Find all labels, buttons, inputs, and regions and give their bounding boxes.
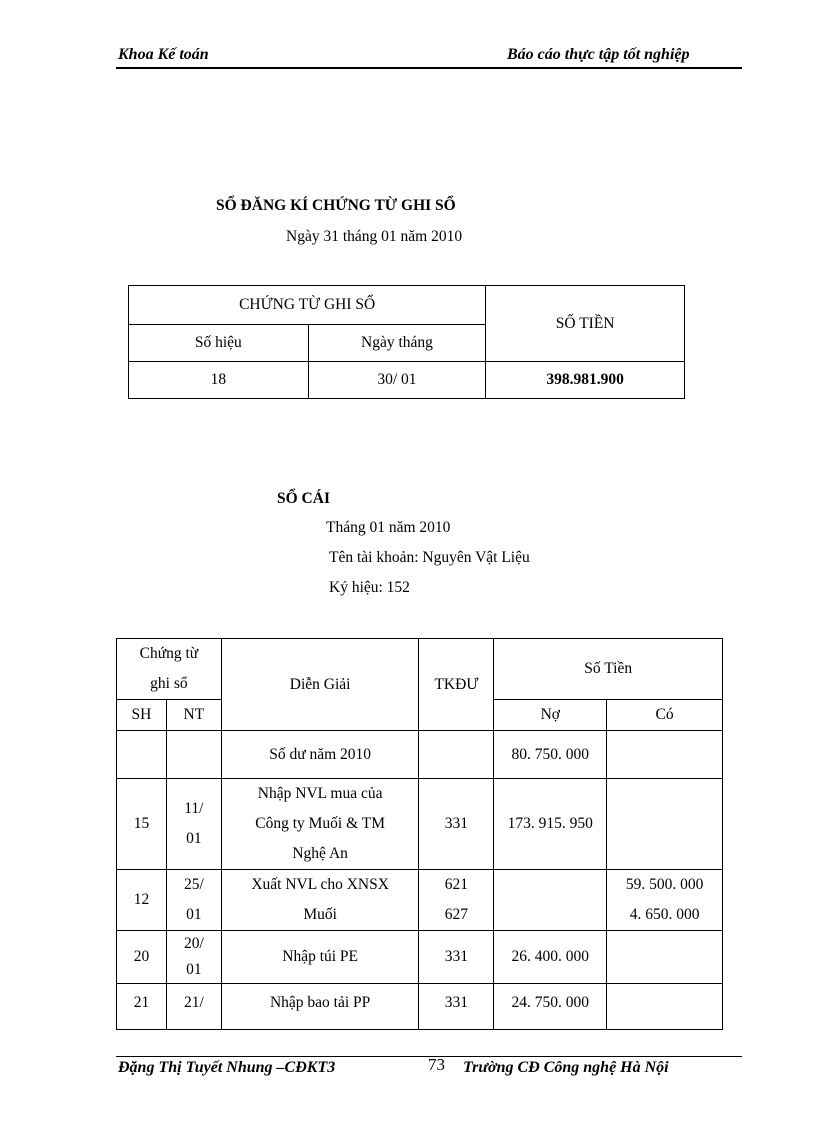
ledger-cell-desc-line: Nghệ An	[292, 845, 348, 862]
header-right: Báo cáo thực tập tốt nghiệp	[507, 46, 690, 63]
ledger-col-credit: Có	[607, 700, 723, 731]
ledger-cell-tk: 331	[419, 984, 494, 1030]
ledger-month: Tháng 01 năm 2010	[326, 519, 451, 536]
ledger-cell-tk	[419, 870, 494, 931]
ledger-cell-desc-line: Nhập NVL mua của	[257, 785, 383, 802]
ledger-cell-tk-line: 627	[444, 906, 469, 923]
ledger-col-description: Diễn Giải	[221, 639, 419, 731]
ledger-cell-nt-line: 20/	[183, 935, 204, 952]
ledger-cell-desc	[221, 870, 419, 931]
ledger-cell-nt-line: 01	[186, 830, 202, 847]
ledger-cell-tk-line: 621	[444, 876, 469, 893]
register-table	[128, 285, 685, 399]
header-rule	[116, 67, 742, 69]
ledger-cell-tk	[419, 731, 494, 779]
ledger-col-voucher-line1: Chứng từ	[139, 645, 199, 662]
register-col-date: Ngày tháng	[308, 325, 486, 362]
table-row	[117, 731, 723, 779]
ledger-cell-nt-line: 11/	[184, 800, 204, 817]
ledger-cell-credit	[607, 731, 723, 779]
ledger-cell-credit-line: 4. 650. 000	[629, 906, 700, 923]
table-row	[117, 870, 723, 931]
table-row	[117, 931, 723, 984]
ledger-cell-debit: 24. 750. 000	[494, 984, 607, 1030]
ledger-cell-desc: Nhập bao tải PP	[221, 984, 419, 1030]
ledger-cell-desc-line: Xuất NVL cho XNSX	[251, 876, 389, 893]
register-cell-number: 18	[129, 362, 309, 399]
ledger-cell-nt: 21/	[166, 984, 221, 1030]
footer-right: Trường CĐ Công nghệ Hà Nội	[463, 1059, 669, 1076]
ledger-cell-nt	[166, 731, 221, 779]
ledger-cell-desc-line: Muối	[303, 906, 337, 923]
ledger-cell-sh	[117, 731, 167, 779]
ledger-cell-tk: 331	[419, 931, 494, 984]
ledger-cell-nt	[166, 779, 221, 870]
table-row	[117, 779, 723, 870]
ledger-col-amount: Số Tiền	[494, 639, 723, 700]
ledger-cell-nt	[166, 931, 221, 984]
ledger-cell-debit: 80. 750. 000	[494, 731, 607, 779]
ledger-cell-credit	[607, 870, 723, 931]
register-col-number: Số hiệu	[129, 325, 309, 362]
ledger-col-tkdu: TKĐƯ	[419, 639, 494, 731]
ledger-account-code: Ký hiệu: 152	[329, 579, 410, 596]
ledger-cell-credit-line: 59. 500. 000	[625, 876, 704, 893]
ledger-account-name: Tên tài khoản: Nguyên Vật Liệu	[329, 549, 530, 566]
ledger-title: SỔ CÁI	[277, 490, 330, 507]
register-col-group: CHỨNG TỪ GHI SỔ	[129, 286, 486, 325]
register-cell-amount: 398.981.900	[486, 362, 685, 399]
ledger-cell-desc-line: Công ty Muối & TM	[255, 815, 386, 832]
register-title: SỔ ĐĂNG KÍ CHỨNG TỪ GHI SỔ	[216, 197, 456, 214]
footer-left: Đặng Thị Tuyết Nhung –CĐKT3	[118, 1059, 336, 1076]
table-row	[117, 984, 723, 1030]
ledger-cell-credit	[607, 984, 723, 1030]
ledger-cell-debit: 173. 915. 950	[494, 779, 607, 870]
ledger-cell-desc: Nhập túi PE	[221, 931, 419, 984]
ledger-table	[116, 638, 723, 1030]
ledger-cell-credit	[607, 779, 723, 870]
ledger-cell-sh: 15	[117, 779, 167, 870]
ledger-cell-nt-line: 01	[186, 961, 202, 978]
ledger-col-voucher	[117, 639, 222, 700]
ledger-cell-credit	[607, 931, 723, 984]
ledger-col-debit: Nợ	[494, 700, 607, 731]
ledger-col-voucher-line2: ghi sổ	[150, 675, 188, 692]
register-cell-date: 30/ 01	[308, 362, 486, 399]
ledger-cell-tk: 331	[419, 779, 494, 870]
ledger-cell-sh: 20	[117, 931, 167, 984]
ledger-cell-debit	[494, 870, 607, 931]
ledger-cell-desc	[221, 779, 419, 870]
ledger-col-sh: SH	[117, 700, 167, 731]
ledger-cell-debit: 26. 400. 000	[494, 931, 607, 984]
ledger-col-nt: NT	[166, 700, 221, 731]
ledger-cell-sh: 12	[117, 870, 167, 931]
ledger-cell-nt-line: 01	[186, 906, 202, 923]
ledger-cell-nt	[166, 870, 221, 931]
page-number: 73	[428, 1055, 445, 1074]
ledger-cell-desc: Số dư năm 2010	[221, 731, 419, 779]
register-date: Ngày 31 tháng 01 năm 2010	[286, 228, 463, 245]
ledger-cell-nt-line: 25/	[183, 876, 204, 893]
ledger-cell-sh: 21	[117, 984, 167, 1030]
register-col-amount: SỐ TIỀN	[486, 286, 685, 362]
header-left: Khoa Kế toán	[118, 46, 209, 63]
